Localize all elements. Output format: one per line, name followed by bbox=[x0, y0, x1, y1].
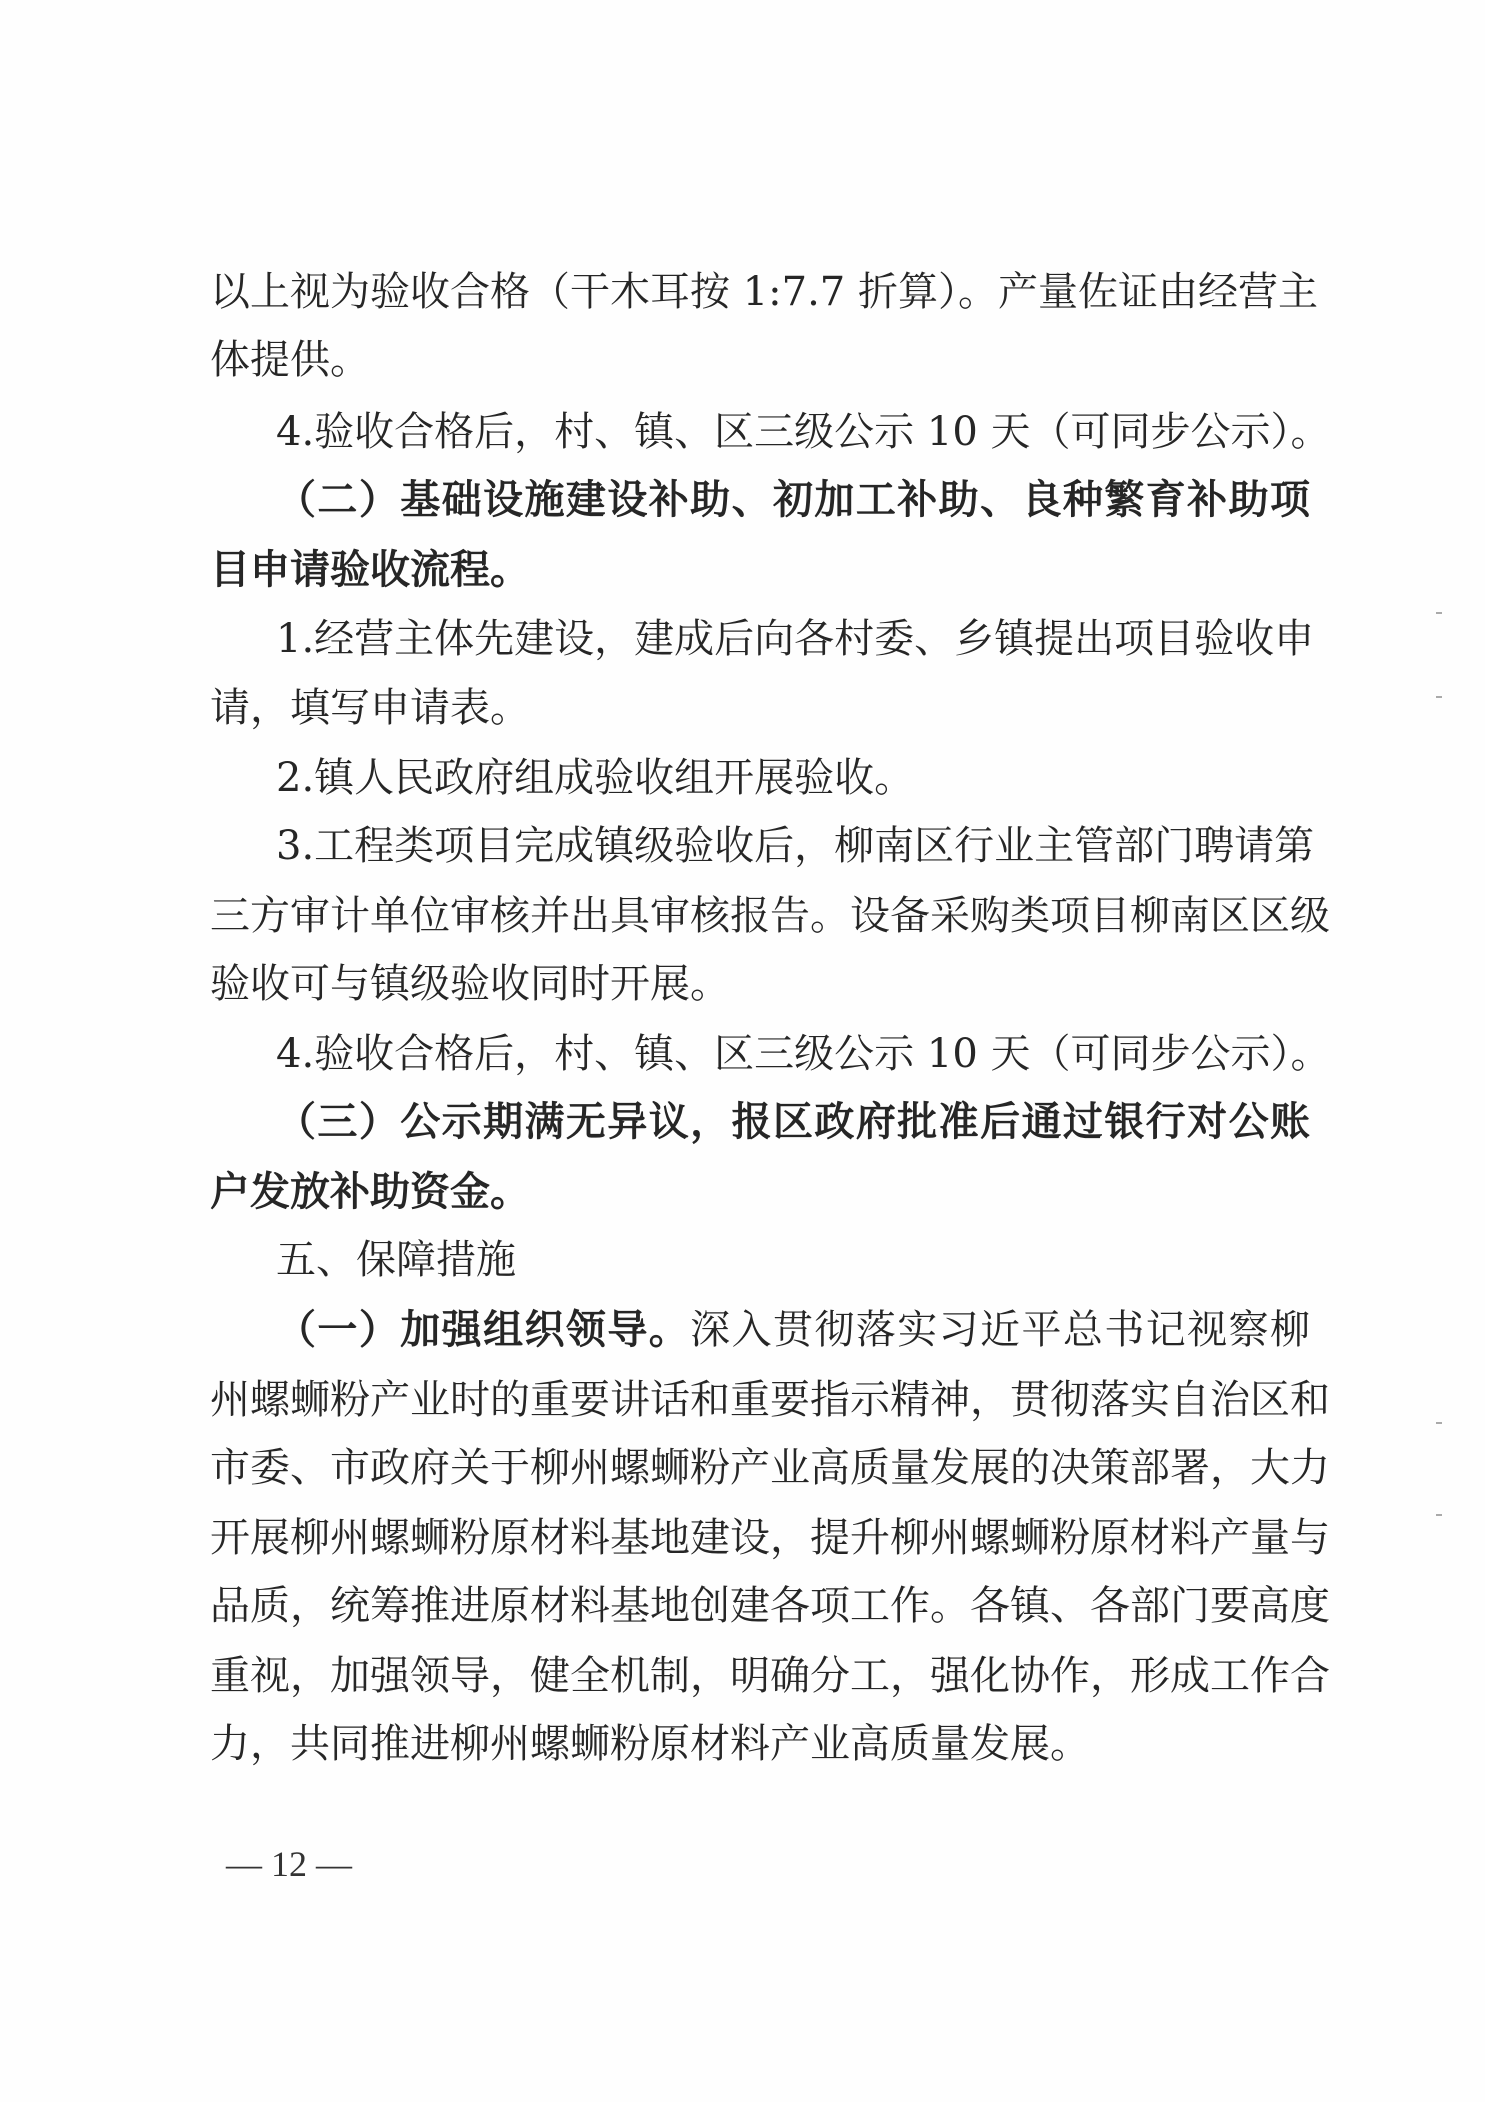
paragraph-leadership-line7: 力，共同推进柳州螺蛳粉原材料产业高质量发展。 bbox=[210, 1721, 1090, 1767]
subheading-2-line1: （二）基础设施建设补助、初加工补助、良种繁育补助项 bbox=[276, 476, 1310, 523]
paragraph-acceptance-criteria-line1: 以上视为验收合格（干木耳按 1:7.7 折算）。产量佐证由经营主 bbox=[210, 269, 1318, 315]
paragraph-leadership-line5: 品质，统筹推进原材料基地创建各项工作。各镇、各部门要高度 bbox=[210, 1583, 1330, 1629]
page-number: — 12 — bbox=[226, 1844, 352, 1884]
subheading-3-line2: 户发放补助资金。 bbox=[210, 1168, 530, 1215]
paragraph-leadership-line4: 开展柳州螺蛳粉原材料基地建设，提升柳州螺蛳粉原材料产量与 bbox=[210, 1515, 1330, 1561]
paragraph-step1-line2: 请，填写申请表。 bbox=[210, 685, 530, 731]
paragraph-acceptance-criteria-line2: 体提供。 bbox=[210, 337, 370, 383]
paragraph-leadership-text: 深入贯彻落实习近平总书记视察柳 bbox=[690, 1307, 1311, 1353]
subheading-2-line2: 目申请验收流程。 bbox=[210, 546, 530, 593]
paragraph-step3-line3: 验收可与镇级验收同时开展。 bbox=[210, 961, 730, 1007]
paragraph-step1-line1: 1.经营主体先建设，建成后向各村委、乡镇提出项目验收申 bbox=[276, 616, 1315, 662]
paragraph-leadership-line1 bbox=[276, 1306, 1310, 1354]
scan-speck bbox=[1436, 1514, 1442, 1516]
paragraph-publicity-2: 4.验收合格后，村、镇、区三级公示 10 天（可同步公示）。 bbox=[276, 1031, 1331, 1077]
section-heading-5: 五、保障措施 bbox=[276, 1237, 516, 1283]
paragraph-leadership-line3: 市委、市政府关于柳州螺蛳粉产业高质量发展的决策部署，大力 bbox=[210, 1445, 1330, 1491]
paragraph-step2: 2.镇人民政府组成验收组开展验收。 bbox=[276, 755, 915, 801]
subheading-3-line1: （三）公示期满无异议，报区政府批准后通过银行对公账 bbox=[276, 1098, 1310, 1145]
paragraph-leadership-line2: 州螺蛳粉产业时的重要讲话和重要指示精神，贯彻落实自治区和 bbox=[210, 1377, 1330, 1423]
scan-speck bbox=[1436, 696, 1442, 698]
paragraph-publicity-1: 4.验收合格后，村、镇、区三级公示 10 天（可同步公示）。 bbox=[276, 409, 1331, 455]
paragraph-leadership-line6: 重视，加强领导，健全机制，明确分工，强化协作，形成工作合 bbox=[210, 1653, 1330, 1699]
scan-speck bbox=[1436, 612, 1442, 614]
paragraph-step3-line1: 3.工程类项目完成镇级验收后，柳南区行业主管部门聘请第 bbox=[276, 823, 1315, 869]
paragraph-step3-line2: 三方审计单位审核并出具审核报告。设备采购类项目柳南区区级 bbox=[210, 893, 1330, 939]
paragraph-leadership-bold-lead: （一）加强组织领导。 bbox=[276, 1306, 691, 1353]
scan-speck bbox=[1436, 1422, 1442, 1424]
